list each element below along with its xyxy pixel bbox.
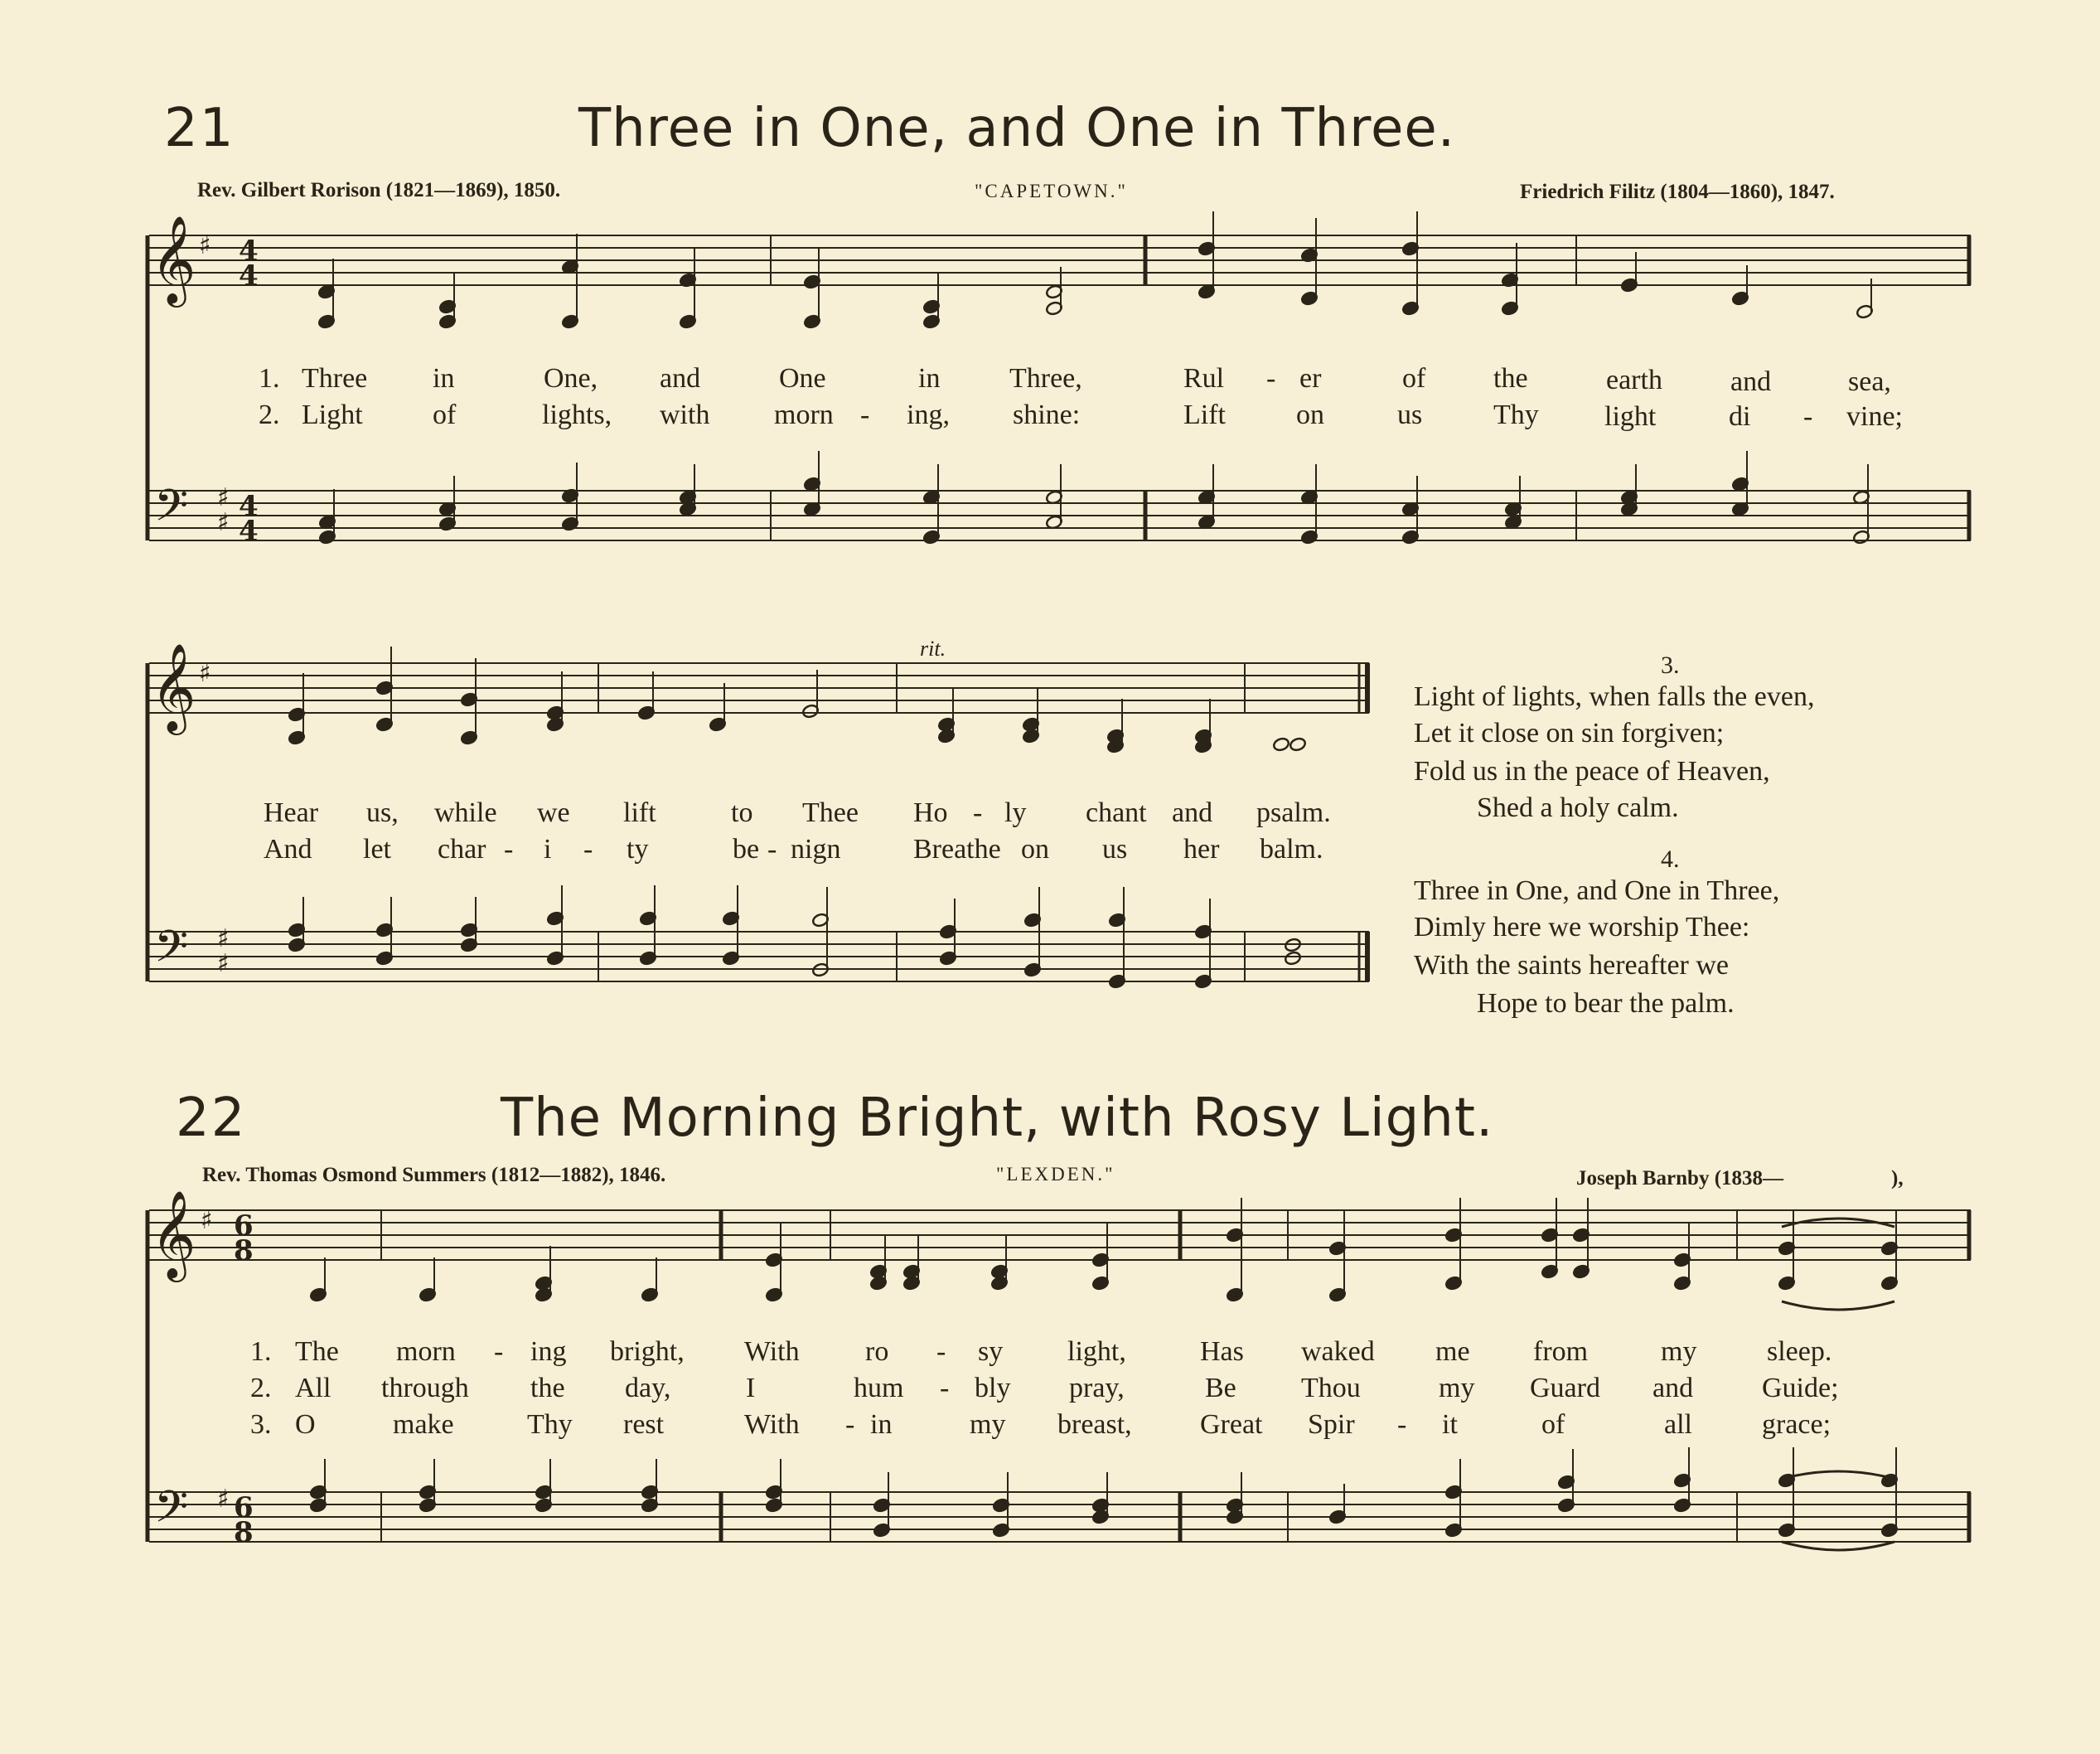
time-signature-top: 4 xyxy=(239,490,259,523)
lyric-syllable: Breathe xyxy=(913,834,1001,865)
lyric-syllable: lift xyxy=(623,797,656,828)
lyric-syllable: me xyxy=(1435,1336,1470,1367)
lyric-syllable: make xyxy=(393,1409,454,1440)
stanza-line: Fold us in the peace of Heaven, xyxy=(1414,756,1770,787)
lyric-syllable: rest xyxy=(623,1409,665,1440)
lyric-syllable: in xyxy=(433,363,455,394)
lyric-syllable: - xyxy=(1397,1409,1407,1440)
bass-clef-icon: 𝄢 xyxy=(154,922,189,983)
lyric-syllable: bly xyxy=(975,1373,1011,1403)
lyric-syllable: my xyxy=(1439,1373,1475,1403)
lyric-syllable: Guard xyxy=(1530,1373,1600,1403)
stanza-line: With the saints hereafter we xyxy=(1414,950,1730,981)
lyric-syllable: ly xyxy=(1004,797,1027,828)
lyric-syllable: Guide; xyxy=(1762,1373,1839,1403)
stanza-line: Dimly here we worship Thee: xyxy=(1414,912,1750,942)
time-signature-top: 6 xyxy=(234,1491,254,1524)
lyric-syllable: - xyxy=(940,1373,950,1403)
lyric-syllable: - xyxy=(504,834,514,865)
stanza-number: 3. xyxy=(1661,652,1680,679)
hymn-21-words-by: Rev. Gilbert Rorison (1821—1869), 1850. xyxy=(197,179,561,201)
lyric-syllable: through xyxy=(381,1373,469,1403)
stanza-line: Three in One, and One in Three, xyxy=(1414,875,1780,906)
lyric-syllable: One, xyxy=(544,363,598,394)
lyric-syllable: O xyxy=(295,1409,316,1440)
stanza-number: 4. xyxy=(1661,846,1680,873)
lyric-syllable: di xyxy=(1729,401,1751,432)
lyric-syllable: light, xyxy=(1067,1336,1126,1367)
lyric-syllable: Great xyxy=(1200,1409,1263,1440)
half-note-head xyxy=(1289,737,1306,752)
hymn-22-title: The Morning Bright, with Rosy Light. xyxy=(501,1088,1494,1149)
sharp-icon: ♯ xyxy=(199,659,211,688)
lyric-syllable: the xyxy=(1493,363,1528,394)
stanza-line: Light of lights, when falls the even, xyxy=(1414,681,1815,712)
lyric-syllable: - xyxy=(845,1409,855,1440)
lyric-syllable: us xyxy=(1397,400,1423,430)
lyric-verse-number: 3. xyxy=(250,1409,272,1440)
lyric-syllable: and xyxy=(660,363,701,394)
lyric-syllable: Thy xyxy=(527,1409,573,1440)
lyric-syllable: pray, xyxy=(1069,1373,1125,1403)
lyric-syllable: er xyxy=(1299,363,1322,394)
lyric-verse-number: 2. xyxy=(259,400,280,430)
lyric-syllable: nign xyxy=(791,834,841,865)
lyric-syllable: Three, xyxy=(1009,363,1082,394)
lyric-syllable: on xyxy=(1296,400,1324,430)
lyric-syllable: char xyxy=(438,834,486,865)
lyric-syllable: all xyxy=(1664,1409,1692,1440)
stanza-line: Shed a holy calm. xyxy=(1477,792,1679,823)
lyric-syllable: be xyxy=(733,834,760,865)
bass-clef-icon: 𝄢 xyxy=(154,1482,189,1543)
lyric-syllable: With xyxy=(744,1336,800,1367)
lyric-syllable: sea, xyxy=(1848,366,1891,397)
lyric-syllable: - xyxy=(1266,363,1276,394)
lyric-syllable: Rul xyxy=(1183,363,1225,394)
lyric-syllable: psalm. xyxy=(1256,797,1331,828)
time-signature-top: 6 xyxy=(234,1209,254,1243)
lyric-syllable: while xyxy=(434,797,497,828)
lyric-syllable: Thee xyxy=(802,797,859,828)
lyric-verse-number: 2. xyxy=(250,1373,272,1403)
hymn-21-music-by: Friedrich Filitz (1804—1860), 1847. xyxy=(1520,181,1835,203)
lyric-syllable: Ho xyxy=(913,797,948,828)
lyric-syllable: The xyxy=(295,1336,339,1367)
lyric-syllable: Be xyxy=(1205,1373,1236,1403)
lyric-syllable: breast, xyxy=(1057,1409,1132,1440)
tie-slur xyxy=(1782,1471,1894,1479)
lyric-syllable: my xyxy=(1661,1336,1697,1367)
lyric-syllable: lights, xyxy=(542,400,612,430)
sharp-icon: ♯ xyxy=(201,1206,213,1235)
lyric-syllable: vine; xyxy=(1846,401,1903,432)
lyric-syllable: Spir xyxy=(1308,1409,1355,1440)
lyric-syllable: morn xyxy=(774,400,834,430)
time-signature-top: 4 xyxy=(239,235,259,268)
lyric-syllable: All xyxy=(295,1373,331,1403)
hymn-21-tune-name: "CAPETOWN." xyxy=(975,181,1128,201)
half-note-head xyxy=(1284,951,1301,966)
lyric-syllable: of xyxy=(1541,1409,1565,1440)
lyric-syllable: - xyxy=(860,400,870,430)
lyric-syllable: ing xyxy=(530,1336,567,1367)
time-signature-bottom: 4 xyxy=(239,259,259,293)
sharp-icon: ♯ xyxy=(217,1485,230,1514)
stanza-line: Hope to bear the palm. xyxy=(1477,988,1735,1019)
lyric-syllable: her xyxy=(1183,834,1220,865)
lyric-syllable: on xyxy=(1021,834,1049,865)
treble-clef-icon: 𝄞 xyxy=(151,1190,196,1278)
tie-slur xyxy=(1782,1301,1894,1310)
lyric-syllable: and xyxy=(1730,366,1772,397)
lyric-syllable: balm. xyxy=(1260,834,1323,865)
lyric-syllable: With xyxy=(744,1409,800,1440)
hymn-21-title: Three in One, and One in Three. xyxy=(578,98,1456,159)
lyric-syllable: in xyxy=(918,363,941,394)
lyric-syllable: - xyxy=(936,1336,946,1367)
lyric-syllable: - xyxy=(767,834,777,865)
lyric-verse-number: 1. xyxy=(250,1336,272,1367)
lyric-syllable: to xyxy=(731,797,753,828)
lyric-syllable: in xyxy=(870,1409,893,1440)
time-signature-bottom: 8 xyxy=(234,1234,254,1267)
lyric-verse-number: 1. xyxy=(259,363,280,394)
lyric-syllable: grace; xyxy=(1762,1409,1831,1440)
sharp-icon: ♯ xyxy=(199,231,211,260)
sharp-icon: ♯ xyxy=(217,949,230,978)
lyric-syllable: Light xyxy=(302,400,363,430)
ritardando-mark: rit. xyxy=(920,637,946,661)
lyric-syllable: of xyxy=(1402,363,1426,394)
hymn-22-words-by: Rev. Thomas Osmond Summers (1812—1882), 1846. xyxy=(202,1164,666,1186)
lyric-syllable: ro xyxy=(865,1336,889,1367)
lyric-syllable: - xyxy=(1803,401,1813,432)
lyric-syllable: with xyxy=(660,400,710,430)
lyric-syllable: I xyxy=(746,1373,756,1403)
lyric-syllable: morn xyxy=(396,1336,456,1367)
lyric-syllable: sleep. xyxy=(1767,1336,1832,1367)
lyric-syllable: chant xyxy=(1086,797,1147,828)
hymn-22-tune-name: "LEXDEN." xyxy=(996,1164,1115,1185)
lyric-syllable: and xyxy=(1172,797,1213,828)
lyric-syllable: us, xyxy=(366,797,399,828)
lyric-syllable: Thy xyxy=(1493,400,1539,430)
lyric-syllable: bright, xyxy=(610,1336,685,1367)
lyric-syllable: - xyxy=(973,797,983,828)
stanza-line: Let it close on sin forgiven; xyxy=(1414,718,1725,749)
lyric-syllable: Hear xyxy=(264,797,319,828)
lyric-syllable: day, xyxy=(625,1373,671,1403)
lyric-syllable: and xyxy=(1652,1373,1694,1403)
sharp-icon: ♯ xyxy=(217,924,230,953)
tie-slur xyxy=(1782,1542,1894,1550)
lyric-syllable: of xyxy=(433,400,457,430)
lyric-syllable: - xyxy=(583,834,593,865)
treble-clef-icon: 𝄞 xyxy=(151,215,196,303)
lyric-syllable: Three xyxy=(302,363,368,394)
sharp-icon: ♯ xyxy=(217,508,230,537)
lyric-syllable: ty xyxy=(627,834,649,865)
time-signature-bottom: 4 xyxy=(239,515,259,548)
lyric-syllable: it xyxy=(1442,1409,1458,1440)
bass-clef-icon: 𝄢 xyxy=(154,481,189,542)
half-note-head xyxy=(1272,737,1290,752)
lyric-syllable: light xyxy=(1604,401,1657,432)
lyric-syllable: One xyxy=(779,363,826,394)
lyric-syllable: let xyxy=(363,834,391,865)
lyric-syllable: - xyxy=(494,1336,504,1367)
lyric-syllable: the xyxy=(530,1373,565,1403)
hymn-22-music-by-close: ), xyxy=(1891,1167,1904,1190)
lyric-syllable: waked xyxy=(1301,1336,1375,1367)
treble-clef-icon: 𝄞 xyxy=(151,642,196,731)
lyric-syllable: ing, xyxy=(907,400,950,430)
lyric-syllable: shine: xyxy=(1013,400,1081,430)
lyric-syllable: hum xyxy=(854,1373,904,1403)
hymn-22-music-by: Joseph Barnby (1838— xyxy=(1576,1167,1784,1190)
hymn-22-number: 22 xyxy=(176,1088,247,1149)
lyric-syllable: us xyxy=(1102,834,1128,865)
sharp-icon: ♯ xyxy=(217,483,230,512)
lyric-syllable: And xyxy=(264,834,312,865)
hymn-21-number: 21 xyxy=(164,98,235,159)
lyric-syllable: Has xyxy=(1200,1336,1244,1367)
lyric-syllable: sy xyxy=(978,1336,1004,1367)
lyric-syllable: my xyxy=(970,1409,1006,1440)
time-signature-bottom: 8 xyxy=(234,1516,254,1549)
lyric-syllable: i xyxy=(544,834,552,865)
lyric-syllable: Thou xyxy=(1301,1373,1361,1403)
lyric-syllable: from xyxy=(1533,1336,1589,1367)
lyric-syllable: earth xyxy=(1606,365,1662,395)
lyric-syllable: we xyxy=(537,797,570,828)
lyric-syllable: Lift xyxy=(1183,400,1226,430)
